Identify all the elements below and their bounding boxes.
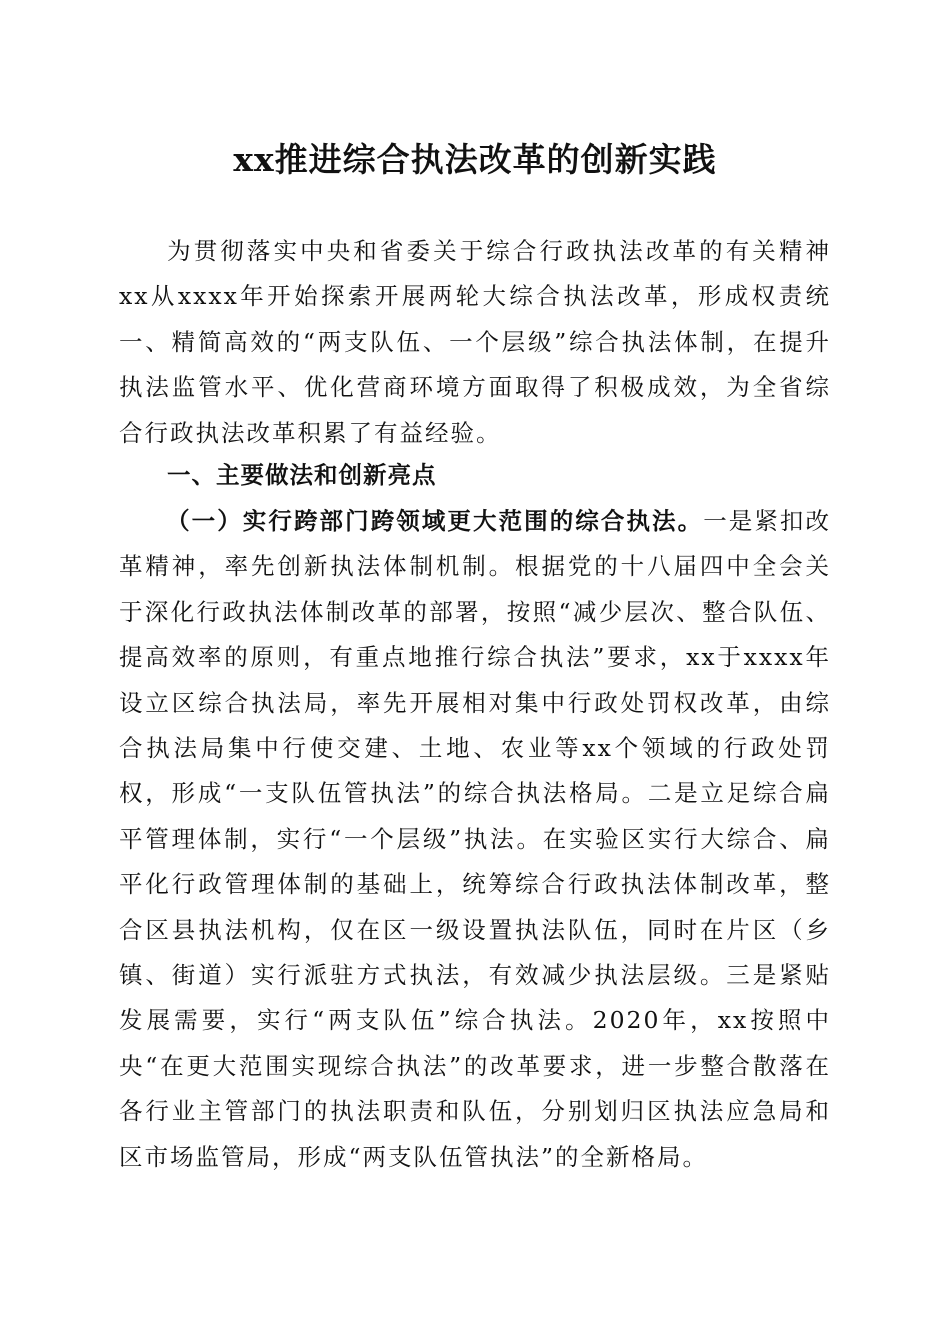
document-title: xx推进综合执法改革的创新实践 xyxy=(233,140,717,179)
subsection-body: 一是紧扣改革精神，率先创新执法体制机制。根据党的十八届四中全会关于深化行政执法体制改革的部署，按照“减少层次、整合队伍、提高效率的原则，有重点地推行综合执法”要求，xx于xxxx年设立区综合执法局，率先开展相对集中行政处罚权改革，由综合执法局集中行使交建、土地、农业等xx个领域的行政处罚权，形成“一支队伍管执法”的综合执法格局。二是立足综合扁平管理体制，实行“一个层级”执法。在实验区实行大综合、扁平化行政管理体制的基础上，统筹综合行政执法体制改革，整合区县执法机构，仅在区一级设置执法队伍，同时在片区（乡镇、街道）实行派驻方式执法，有效减少执法层级。三是紧贴发展需要，实行“两支队伍”综合执法。2020年，xx按照中央“在更大范围实现综合执法”的改革要求，进一步整合散落在各行业主管部门的执法职责和队伍，分别划归区执法应急局和区市场监管局，形成“两支队伍管执法”的全新格局。 xyxy=(119,507,832,1171)
subsection-lead: （一）实行跨部门跨领域更大范围的综合执法。 xyxy=(166,507,704,535)
subsection-paragraph xyxy=(119,499,831,1180)
intro-paragraph xyxy=(119,229,831,456)
intro-paragraph-text: 为贯彻落实中央和省委关于综合行政执法改革的有关精神xx从xxxx年开始探索开展两轮大综合执法改革，形成权责统一、精简高效的“两支队伍、一个层级”综合执法体制，在提升执法监管水平、优化营商环境方面取得了积极成效，为全省综合行政执法改革积累了有益经验。 xyxy=(119,237,831,447)
section-heading: 一、主要做法和创新亮点 xyxy=(167,461,437,489)
